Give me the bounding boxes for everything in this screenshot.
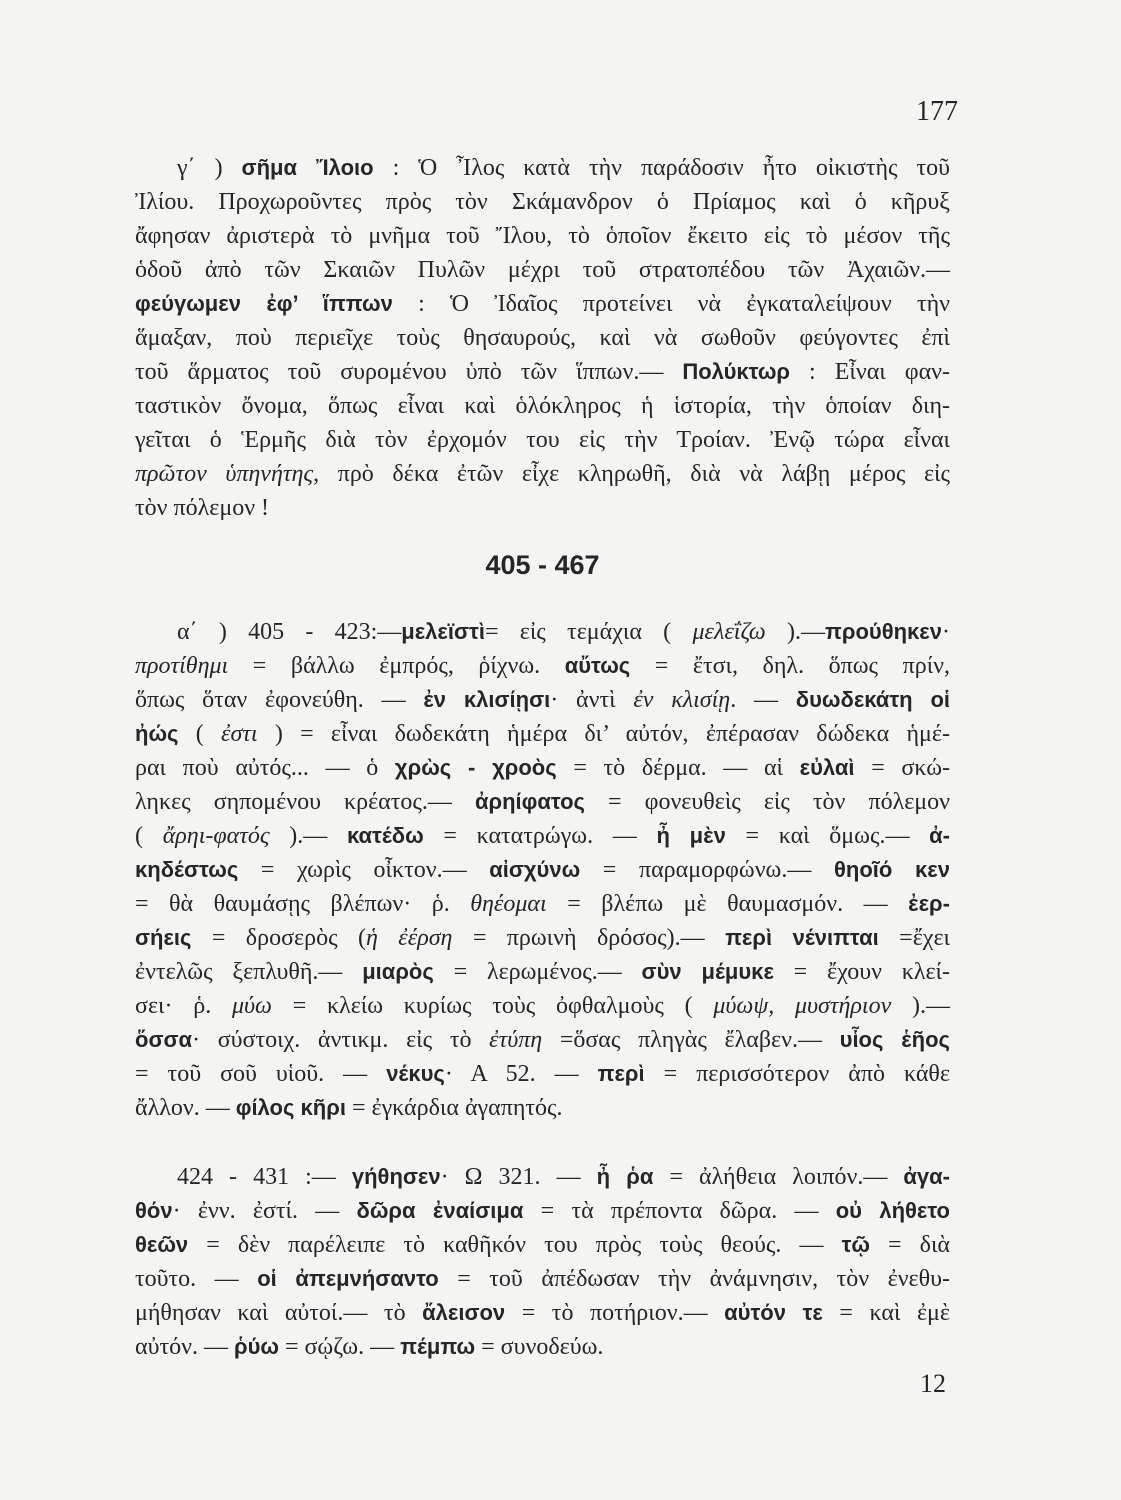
text-run: : Εἶναι φαν- [790,359,950,385]
text-run: ἅμαξαν, ποὺ περιεῖχε τοὺς θησαυρούς, καὶ νὰ σωθοῦν φεύγοντες ἐπὶ [135,325,950,351]
text-line [135,457,950,491]
lemma-term: προύθηκεν [825,619,942,644]
italic-text: προτίθημι [135,653,229,679]
section-heading-verses: 405 - 467 [485,550,600,580]
text-line [135,423,950,457]
text-run: ὁδοῦ ἀπὸ τῶν Σκαιῶν Πυλῶν μέχρι τοῦ στρατοπέδου τῶν Ἀχαιῶν.— [135,257,950,283]
lemma-term: ἦ μὲν [656,823,726,848]
text-run: = δὲν παρέλειπε τὸ καθῆκόν του πρὸς τοὺς θεούς. — [188,1232,842,1258]
lemma-term: δῶρα ἐναίσιμα [356,1198,524,1223]
text-run: = τοῦ ἀπέδωσαν τὴν ἀνάμνησιν, τὸν ἐνεθυ- [438,1266,950,1292]
lemma-term: περὶ νένιπται [725,925,879,950]
text-run: = συνοδεύω. [475,1334,604,1360]
text-line [135,219,950,253]
lemma-term: θηοῖό κεν [833,857,950,882]
text-line [135,355,950,389]
text-run: : Ὁ Ἶλος κατὰ τὴν παράδοσιν ἦτο οἰκιστὴς τοῦ [373,155,951,181]
italic-text: μύωψ, μυστήριον [713,993,892,1019]
lemma-term: σῆμα Ἴλοιο [241,155,374,180]
text-run: · [942,619,950,645]
italic-text: ἡ ἐέρση [365,925,453,951]
text-run: = καὶ ὅμως.— [725,823,930,849]
text-run: =ἔχει [878,925,950,951]
lemma-term: ἀρηίφατος [474,789,585,814]
text-run: = περισσότερον ἀπὸ κάθε [644,1061,950,1087]
text-run: = εἰς τεμάχια ( [484,619,693,645]
text-run: ἐντελῶς ξεπλυθῆ.— [135,959,363,985]
text-run: : Ὁ Ἰδαῖος προτείνει νὰ ἐγκαταλείψουν τὴν [392,291,951,317]
lemma-term: αὐτόν τε [724,1300,823,1325]
text-run: = κλείω κυρίως τοὺς ὀφθαλμοὺς ( [271,993,714,1019]
lemma-term: κηδέστως [135,857,239,882]
text-run: =ὅσας πληγὰς ἔλαβεν.— [542,1027,840,1053]
text-run: ὅπως ὅταν ἐφονεύθη. — [135,687,424,713]
italic-text: μελεΐζω [692,619,766,645]
text-run: = λερωμένος.— [433,959,642,985]
text-run: σει· ῥ. [135,993,232,1019]
lemma-term: φεύγωμεν ἐφ’ ἵππων [135,291,393,316]
lemma-term: ἦ ῥα [596,1164,654,1189]
text-line [135,989,950,1023]
text-run: ).— [891,993,950,1019]
lemma-term: ἐερ- [908,891,950,916]
page-number: 177 [916,96,958,127]
lemma-term: σήεις [135,925,192,950]
text-line [135,751,950,785]
text-line [135,649,950,683]
italic-text: ἐστι [221,721,258,747]
lemma-term: ὅσσα [135,1027,193,1052]
text-run: · ἀντὶ [550,687,634,713]
text-line [135,253,950,287]
lemma-term: πέμπω [400,1334,476,1359]
text-run: = κατατρώγω. — [423,823,657,849]
lemma-term: υἷος ἑῆος [839,1027,950,1052]
lemma-term: μελεϊστὶ [401,619,485,644]
text-run: = τοῦ σοῦ υἱοῦ. — [135,1061,387,1087]
text-run: ).— [269,823,347,849]
text-run: = ἔχουν κλεί- [773,959,951,985]
text-line [135,1091,950,1125]
text-line [135,321,950,355]
text-run: ( [178,721,222,747]
text-run: . — [730,687,796,713]
italic-text: θηέομαι [470,891,547,917]
lemma-term: αὔτως [564,653,631,678]
text-line [135,683,950,717]
text-line [135,785,950,819]
text-line [135,1057,950,1091]
text-run: ταστικὸν ὄνομα, ὅπως εἶναι καὶ ὁλόκληρος ἡ ἱστορία, τὴν ὁποίαν διη- [135,393,950,419]
text-run: γεῖται ὁ Ἑρμῆς διὰ τὸν ἐρχομόν του εἰς τὴν Τροίαν. Ἐνῷ τώρα εἶναι [135,427,950,453]
lemma-term: μιαρὸς [362,959,434,984]
text-line [135,389,950,423]
italic-text: πρῶτον ὑπηνήτης [135,461,314,487]
printer-signature-mark: 12 [920,1369,946,1398]
text-run: ληκες σηπομένου κρέατος.— [135,789,475,815]
text-run: = φονευθεὶς εἰς τὸν πόλεμον [584,789,950,815]
lemma-term: ἀ- [929,823,951,848]
lemma-term: γήθησεν [351,1164,441,1189]
text-line [135,1160,950,1194]
lemma-term: οὐ λήθετο [835,1198,950,1223]
lemma-term: οἱ ἀπεμνήσαντο [257,1266,439,1291]
text-run: Ἰλίου. Προχωροῦντες πρὸς τὸν Σκάμανδρον ὁ Πρίαμος καὶ ὁ κῆρυξ [135,189,950,215]
text-run: = ἐγκάρδια ἀγαπητός. [345,1095,563,1121]
text-run: τὸν πόλεμον ! [135,495,270,521]
text-line [135,1262,950,1296]
text-line [135,1296,950,1330]
lemma-term: νέκυς [386,1061,445,1086]
text-run: = τὸ δέρμα. — αἱ [556,755,800,781]
text-line [135,185,950,219]
text-line [135,1023,950,1057]
italic-text: ἐτύπη [489,1027,543,1053]
italic-text: ἄρηι-φατός [162,823,270,849]
text-line [135,955,950,989]
text-run: · Α 52. — [444,1061,598,1087]
text-line [135,1194,950,1228]
lemma-term: σὺν μέμυκε [641,959,774,984]
paragraph-gamma-commentary [135,151,950,525]
paragraph-verses-424-431 [135,1160,950,1364]
lemma-term: θεῶν [135,1232,189,1257]
italic-text: μύω [231,993,272,1019]
lemma-term: ἀγα- [903,1164,950,1189]
text-run: αὐτόν. — [135,1334,234,1360]
lemma-term: δυωδεκάτη οἱ [795,687,951,712]
text-line [135,921,950,955]
text-run: = τὰ πρέποντα δῶρα. — [523,1198,836,1224]
lemma-term: ἠώς [135,721,179,746]
text-run: = σκώ- [854,755,950,781]
lemma-term: εὐλαὶ [799,755,855,780]
text-run: μήθησαν καὶ αὐτοί.— τὸ [135,1300,423,1326]
text-run: τοῦτο. — [135,1266,258,1292]
paragraph-alpha-commentary [135,615,950,1125]
text-run: ἄφησαν ἀριστερὰ τὸ μνῆμα τοῦ Ἴλου, τὸ ὁποῖον ἔκειτο εἰς τὸ μέσον τῆς [135,223,950,249]
text-run: ) = εἶναι δωδεκάτη ἡμέρα δι’ αὐτόν, ἐπέρασαν δώδεκα ἡμέ- [257,721,950,747]
text-run: = παραμορφώνω.— [580,857,834,883]
text-run: = θὰ θαυμάσῃς βλέπων· ῥ. [135,891,471,917]
text-run: α΄ ) 405 - 423:— [177,619,402,645]
text-run: = βλέπω μὲ θαυμασμόν. — [546,891,909,917]
text-line [135,151,950,185]
lemma-term: φίλος κῆρι [235,1095,346,1120]
text-run: ραι ποὺ αὐτός... — ὁ [135,755,395,781]
text-line [135,853,950,887]
text-run: = χωρὶς οἶκτον.— [238,857,490,883]
lemma-term: κατέδω [346,823,424,848]
lemma-term: χρὼς - χροὸς [394,755,557,780]
lemma-term: τῷ [841,1232,870,1257]
text-run: = δροσερὸς ( [191,925,366,951]
text-run: = διὰ [869,1232,950,1258]
lemma-term: ἐν κλισίῃσι [423,687,551,712]
text-run: = ἔτσι, δηλ. ὅπως πρίν, [630,653,951,679]
text-line [135,717,950,751]
lemma-term: αἰσχύνω [489,857,581,882]
italic-text: ἐν κλισίῃ [633,687,731,713]
text-run: · ἐνν. ἐστί. — [172,1198,357,1224]
text-run: ( [135,823,163,849]
text-line [135,491,950,525]
text-line [135,1330,950,1364]
lemma-term: περὶ [597,1061,645,1086]
text-run: = ἀλήθεια λοιπόν.— [653,1164,904,1190]
text-run: = βάλλω ἐμπρός, ῥίχνω. [228,653,565,679]
text-line [135,887,950,921]
text-line [135,819,950,853]
text-run: = καὶ ἐμὲ [822,1300,950,1326]
text-run: ἄλλον. — [135,1095,236,1121]
text-run: = σῴζω. — [278,1334,401,1360]
text-run: = πρωινὴ δρόσος).— [452,925,726,951]
text-run: , πρὸ δέκα ἐτῶν εἶχε κληρωθῆ, διὰ νὰ λάβῃ μέρος εἰς [313,461,950,487]
text-line [135,1228,950,1262]
text-run: 424 - 431 :— [177,1164,352,1190]
text-line [135,287,950,321]
lemma-term: θόν [135,1198,173,1223]
text-run: = τὸ ποτήριον.— [505,1300,725,1326]
lemma-term: Πολύκτωρ [682,359,791,384]
text-run: · σύστοιχ. ἀντικμ. εἰς τὸ [192,1027,490,1053]
text-run: γ΄ ) [177,155,242,181]
lemma-term: ἄλεισον [422,1300,506,1325]
text-run: ).— [765,619,826,645]
text-line [135,615,950,649]
text-run: · Ω 321. — [440,1164,597,1190]
text-run: τοῦ ἅρματος τοῦ συρομένου ὑπὸ τῶν ἵππων.— [135,359,683,385]
lemma-term: ῥύω [233,1334,279,1359]
